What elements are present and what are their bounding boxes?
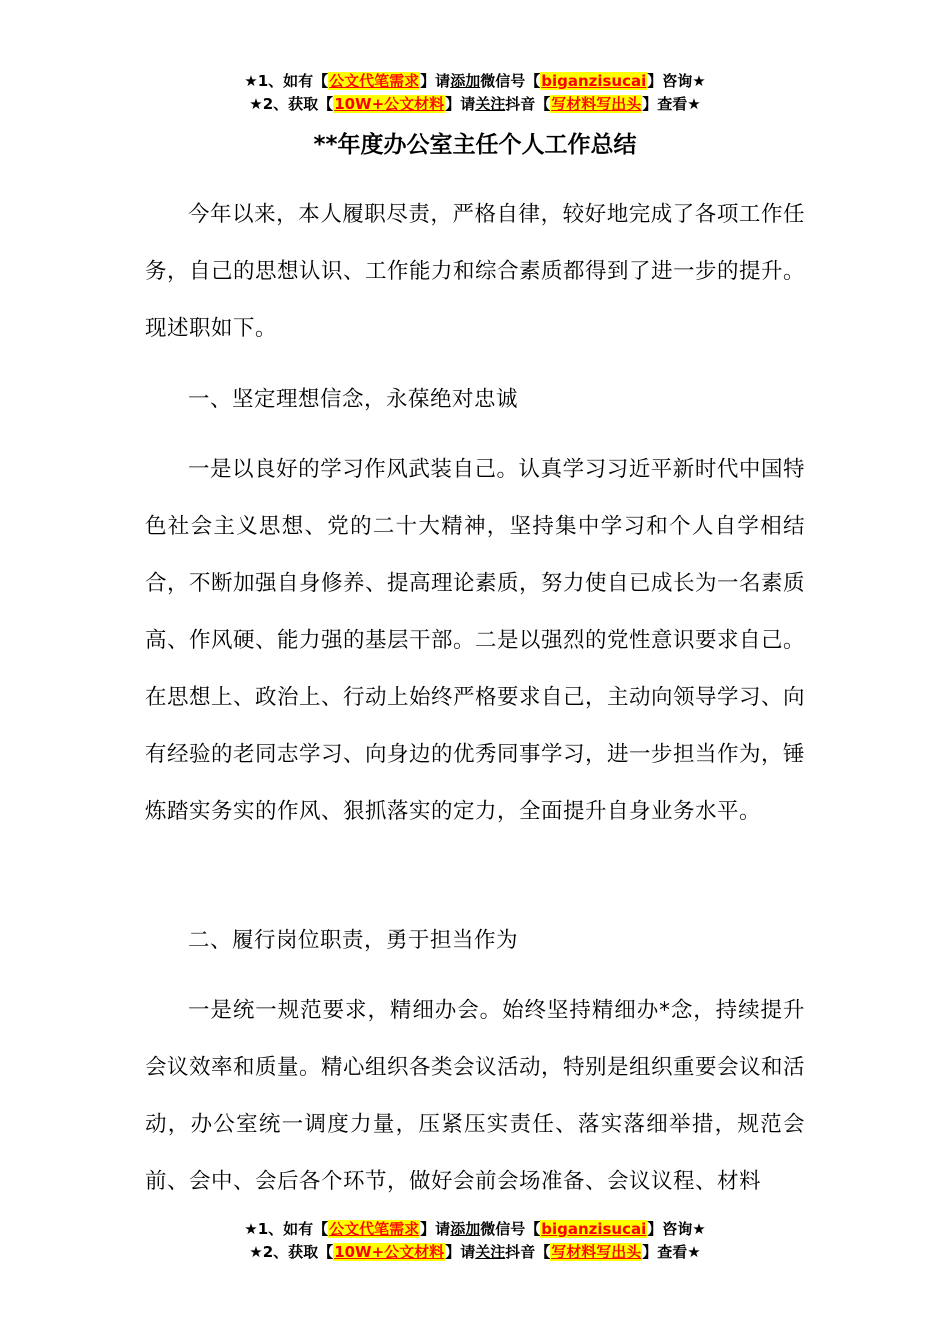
banner-text: 抖音【 (505, 1243, 551, 1261)
banner-text: 】请 (420, 72, 451, 90)
banner-text: 微信号【 (480, 72, 541, 90)
banner-emphasis: 添加 (450, 1220, 481, 1238)
document-title: **年度办公室主任个人工作总结 (313, 132, 637, 158)
banner-text: ★2、获取【 (249, 95, 334, 113)
banner-line-1 (0, 1218, 950, 1241)
banner-emphasis: 添加 (450, 72, 481, 90)
header-banner (0, 70, 950, 116)
section-heading-1: 一、坚定理想信念，永葆绝对忠诚 (188, 387, 519, 412)
banner-text: 】请 (445, 1243, 476, 1261)
banner-text: 】咨询★ (647, 72, 706, 90)
banner-highlight: 10W+公文材料 (334, 1243, 445, 1261)
banner-text: 】查看★ (642, 95, 701, 113)
banner-highlight: 写材料写出头 (551, 1243, 642, 1261)
banner-highlight: 公文代笔需求 (329, 72, 420, 90)
banner-text: 】查看★ (642, 1243, 701, 1261)
section-body-2: 一是统一规范要求，精细办会。始终坚持精细办*念，持续提升会议效率和质量。精心组织各类会议活动，特别是组织重要会议和活动，办公室统一调度力量，压紧压实责任、落实落细举措，规范会前、会中、会后各个环节，做好会前会场准备、会议议程、材料 (145, 998, 805, 1194)
banner-line-1 (0, 70, 950, 93)
banner-text: 】请 (420, 1220, 451, 1238)
section-body-1: 一是以良好的学习作风武装自己。认真学习习近平新时代中国特色社会主义思想、党的二十大精神，坚持集中学习和个人自学相结合，不断加强自身修养、提高理论素质，努力使自已成长为一名素质高、作风硬、能力强的基层干部。二是以强烈的党性意识要求自己。在思想上、政治上、行动上始终严格要求自己，主动向领导学习、向有经验的老同志学习、向身边的优秀同事学习，进一步担当作为，锤炼踏实务实的作风、狠抓落实的定力，全面提升自身业务水平。 (145, 457, 806, 824)
banner-text: 微信号【 (480, 1220, 541, 1238)
banner-text: ★2、获取【 (249, 1243, 334, 1261)
footer-banner (0, 1218, 950, 1264)
banner-line-2 (0, 1241, 950, 1264)
banner-text: 】请 (445, 95, 476, 113)
banner-text: ★1、如有【 (244, 72, 329, 90)
section-heading-2: 二、履行岗位职责，勇于担当作为 (188, 928, 519, 953)
banner-emphasis: 关注 (475, 95, 506, 113)
banner-text: 抖音【 (505, 95, 551, 113)
intro-paragraph: 今年以来，本人履职尽责，严格自律，较好地完成了各项工作任务，自己的思想认识、工作能力和综合素质都得到了进一步的提升。现述职如下。 (145, 202, 806, 341)
banner-highlight: 写材料写出头 (551, 95, 642, 113)
banner-emphasis: 关注 (475, 1243, 506, 1261)
banner-highlight: 10W+公文材料 (334, 95, 445, 113)
banner-highlight: biganzisucai (541, 72, 647, 90)
banner-text: 】咨询★ (647, 1220, 706, 1238)
banner-highlight: 公文代笔需求 (329, 1220, 420, 1238)
banner-highlight: biganzisucai (541, 1220, 647, 1238)
banner-text: ★1、如有【 (244, 1220, 329, 1238)
banner-line-2 (0, 93, 950, 116)
